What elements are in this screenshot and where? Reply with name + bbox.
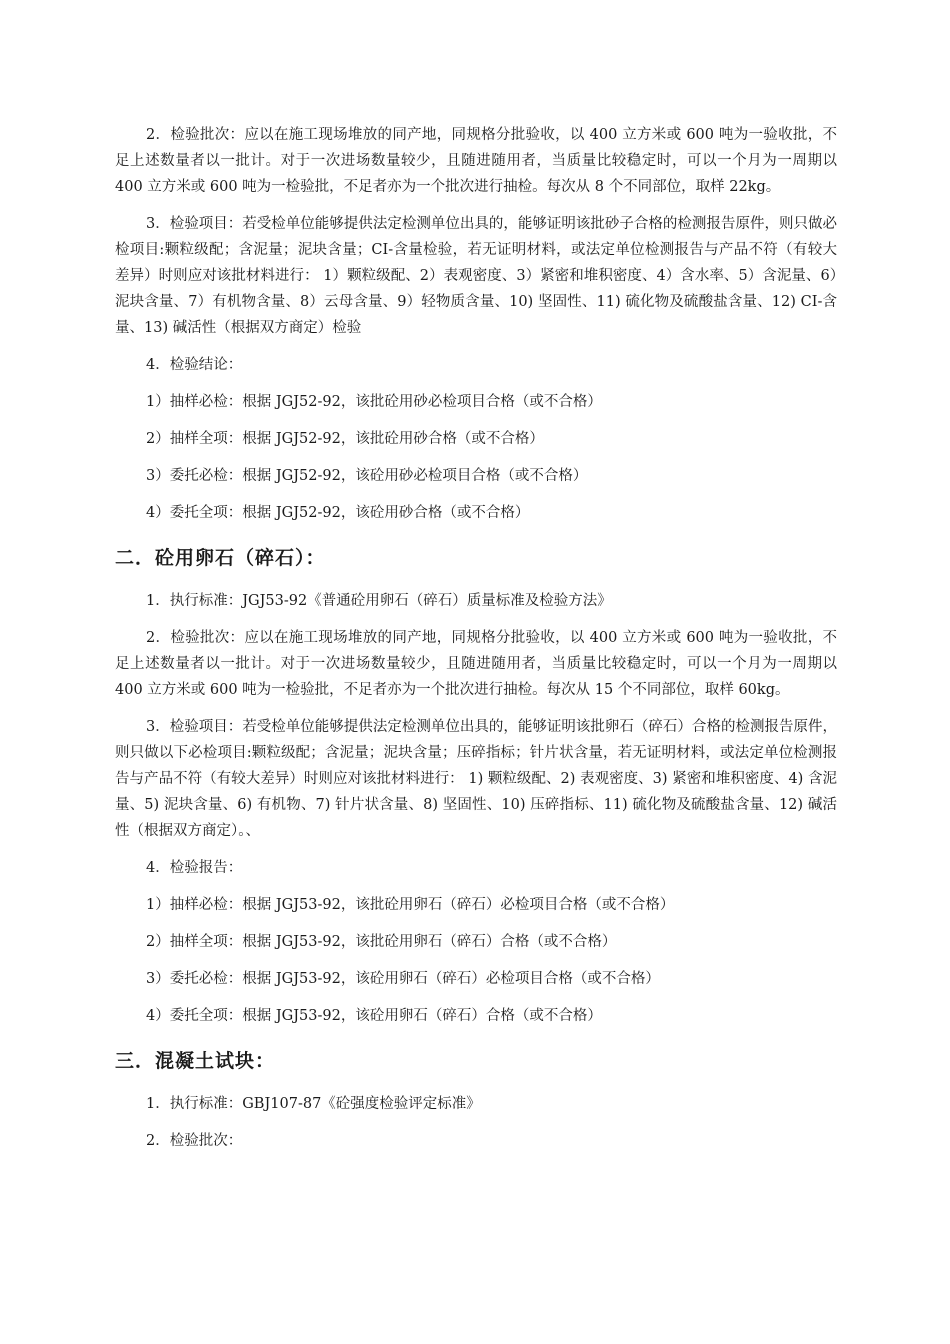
- concrete-batch-label: 2．检验批次：: [146, 1133, 243, 1149]
- gravel-report-item-4: 4）委托全项：根据 JGJ53-92，该砼用卵石（碎石）合格（或不合格）: [146, 1008, 602, 1024]
- gravel-report-item-1: 1）抽样必检：根据 JGJ53-92，该批砼用卵石（碎石）必检项目合格（或不合格）: [146, 897, 675, 913]
- sand-test-items-paragraph: 3．检验项目：若受检单位能够提供法定检测单位出具的，能够证明该批砂子合格的检测报告原件，则只做必检项目:颗粒级配；含泥量；泥块含量；CI-含量检验，若无证明材料，或法定单位检测报告与产品不符（有较大差异）时则应对该批材料进行： 1）颗粒级配、2）表观密度、3）紧密和堆积密度、4）含水率、5）含泥量、6）泥块含量、7）有机物含量、8）云母含量、9）轻物质含量、10) 坚固性、11) 硫化物及硫酸盐含量、12) CI-含量、13) 碱活性（根据双方商定）检验: [115, 216, 837, 336]
- gravel-batch-paragraph: 2．检验批次：应以在施工现场堆放的同产地，同规格分批验收，以 400 立方米或 600 吨为一验收批，不足上述数量者以一批计。对于一次进场数量较少，且随进随用者，当质量比较稳定时，可以一个月为一周期以 400 立方米或 600 吨为一检验批，不足者亦为一个批次进行抽检。每次从 15 个不同部位，取样 60kg。: [115, 630, 837, 698]
- sand-conclusion-item-3: 3）委托必检：根据 JGJ52-92，该砼用砂必检项目合格（或不合格）: [146, 468, 588, 484]
- sand-conclusion-item-1: 1）抽样必检：根据 JGJ52-92，该批砼用砂必检项目合格（或不合格）: [146, 394, 602, 410]
- gravel-report-item-3: 3）委托必检：根据 JGJ53-92，该砼用卵石（碎石）必检项目合格（或不合格）: [146, 971, 660, 987]
- sand-conclusion-item-4: 4）委托全项：根据 JGJ52-92，该砼用砂合格（或不合格）: [146, 505, 530, 521]
- sand-batch-paragraph: 2．检验批次：应以在施工现场堆放的同产地，同规格分批验收，以 400 立方米或 600 吨为一验收批，不足上述数量者以一批计。对于一次进场数量较少，且随进随用者，当质量比较稳定时，可以一个月为一周期以 400 立方米或 600 吨为一检验批，不足者亦为一个批次进行抽检。每次从 8 个不同部位，取样 22kg。: [115, 127, 837, 195]
- gravel-report-label: 4．检验报告：: [146, 860, 243, 876]
- gravel-standard-line: 1．执行标准：JGJ53-92《普通砼用卵石（碎石）质量标准及检验方法》: [146, 593, 612, 609]
- document-page: [115, 122, 837, 1165]
- concrete-standard-line: 1．执行标准：GBJ107-87《砼强度检验评定标准》: [146, 1096, 481, 1112]
- sand-conclusion-label: 4．检验结论：: [146, 357, 243, 373]
- section-heading-concrete: 三．混凝土试块：: [115, 1050, 276, 1072]
- section-heading-gravel: 二．砼用卵石（碎石）：: [115, 547, 326, 569]
- sand-conclusion-item-2: 2）抽样全项：根据 JGJ52-92，该批砼用砂合格（或不合格）: [146, 431, 544, 447]
- gravel-report-item-2: 2）抽样全项：根据 JGJ53-92，该批砼用卵石（碎石）合格（或不合格）: [146, 934, 617, 950]
- gravel-test-items-paragraph: 3．检验项目：若受检单位能够提供法定检测单位出具的，能够证明该批卵石（碎石）合格的检测报告原件，则只做以下必检项目:颗粒级配；含泥量；泥块含量；压碎指标；针片状含量，若无证明材料，或法定单位检测报告与产品不符（有较大差异）时则应对该批材料进行： 1) 颗粒级配、2) 表观密度、3) 紧密和堆积密度、4) 含泥量、5) 泥块含量、6) 有机物、7) 针片状含量、8) 坚固性、10) 压碎指标、11) 硫化物及硫酸盐含量、12) 碱活性（根据双方商定）。、: [115, 719, 837, 839]
